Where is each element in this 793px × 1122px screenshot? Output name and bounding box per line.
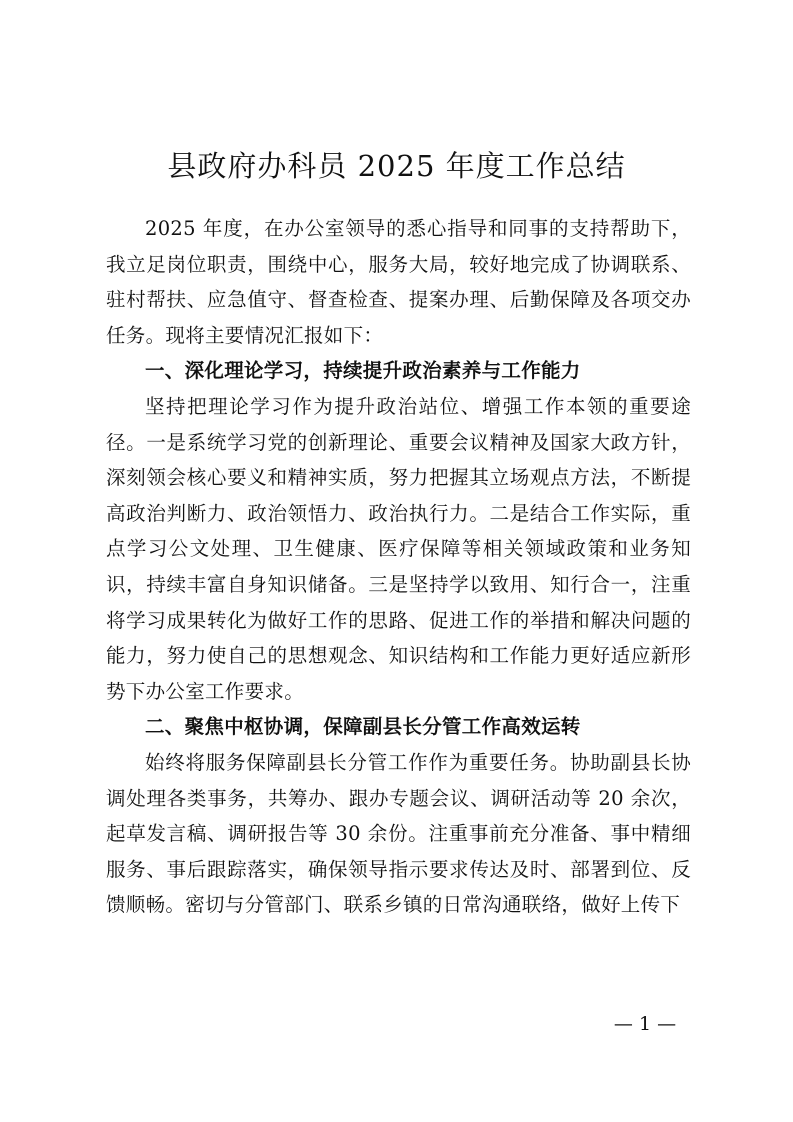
section-heading-1: 一、深化理论学习，持续提升政治素养与工作能力 bbox=[145, 359, 581, 383]
document-title: 县政府办科员 2025 年度工作总结 bbox=[167, 149, 626, 183]
section-body-2: 始终将服务保障副县长分管工作作为重要任务。协助副县长协调处理各类事务，共筹办、跟办专题会议、调研活动等 20 余次，起草发言稿、调研报告等 30 余份。注重事前充分准备、事中精细服务、事后跟踪落实，确保领导指示要求传达及时、部署到位、反馈顺畅。密切与分管部门、联系乡镇的日常沟通联络，做好上传下 bbox=[106, 750, 691, 917]
document-body bbox=[106, 211, 691, 923]
page-number: — 1 — bbox=[613, 1013, 677, 1035]
intro-paragraph: 2025 年度，在办公室领导的悉心指导和同事的支持帮助下，我立足岗位职责，围绕中心，服务大局，较好地完成了协调联系、驻村帮扶、应急值守、督查检查、提案办理、后勤保障及各项交办任务。现将主要情况汇报如下： bbox=[106, 217, 691, 347]
section-heading-2: 二、聚焦中枢协调，保障副县长分管工作高效运转 bbox=[145, 715, 581, 739]
section-body-1: 坚持把理论学习作为提升政治站位、增强工作本领的重要途径。一是系统学习党的创新理论、重要会议精神及国家大政方针，深刻领会核心要义和精神实质，努力把握其立场观点方法，不断提高政治判断力、政治领悟力、政治执行力。二是结合工作实际，重点学习公文处理、卫生健康、医疗保障等相关领域政策和业务知识，持续丰富自身知识储备。三是坚持学以致用、知行合一，注重将学习成果转化为做好工作的思路、促进工作的举措和解决问题的能力，努力使自己的思想观念、知识结构和工作能力更好适应新形势下办公室工作要求。 bbox=[106, 394, 691, 703]
